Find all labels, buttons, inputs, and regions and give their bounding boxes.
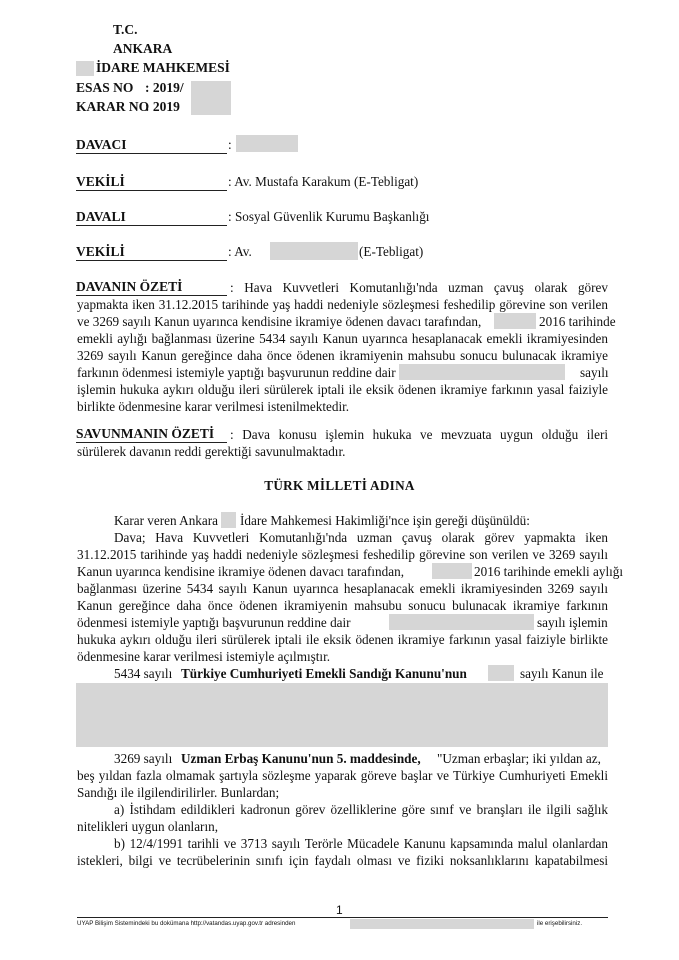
redaction-block [191, 81, 231, 115]
defense-line: sürülerek davanın reddi gerektiği savunulmaktadır. [77, 444, 346, 459]
label-underline [76, 153, 227, 154]
redaction-block [432, 563, 472, 579]
defense-label: SAVUNMANIN ÖZETİ [76, 426, 215, 441]
summary-line: 3269 sayılı Kanun gereğince daha önce ödenen ikramiyenin mahsubu sonucu bulunacak ikramiye [77, 348, 608, 363]
body-line: sayılı işlemin [537, 615, 608, 630]
redaction-block [236, 135, 298, 152]
header-tc: T.C. [113, 22, 138, 37]
label-underline [76, 225, 227, 226]
defense-line: : Dava konusu işlemin hukuka ve mevzuata uygun olduğu ileri [230, 427, 608, 442]
davali-label: DAVALI [76, 209, 126, 224]
label-underline [76, 190, 227, 191]
law-ref-b: Türkiye Cumhuriyeti Emekli Sandığı Kanunu'nun [181, 666, 467, 681]
summary-line: ve 3269 sayılı Kanun uyarınca kendisine ikramiye ödenen davacı tarafından, [77, 314, 482, 329]
footer-text-b: ile erişebilirsiniz. [537, 920, 583, 927]
summary-line: emekli aylığı bağlanması üzerine 5434 sayılı Kanun uyarınca hesaplanacak emekli ikramiyesinden [77, 331, 608, 346]
redaction-block [399, 364, 565, 380]
vekili-label: VEKİLİ [76, 174, 125, 189]
vekili-2-value-b: (E-Tebligat) [359, 244, 424, 259]
body-line: Dava; Hava Kuvvetleri Komutanlığı'nda uzman çavuş olarak görev yapmakta iken [114, 530, 608, 545]
davali-value: : Sosyal Güvenlik Kurumu Başkanlığı [228, 209, 430, 224]
page-number: 1 [336, 903, 343, 917]
body-line: 2016 tarihinde emekli aylığı [474, 564, 624, 579]
section-title: TÜRK MİLLETİ ADINA [264, 478, 415, 493]
body-line: Kanun uyarınca kendisine ikramiye ödenen davacı tarafından, [77, 564, 404, 579]
body-line: ödenmesi istemiyle yaptığı başvurunun reddine dair [77, 615, 351, 630]
redaction-block-large [76, 683, 608, 747]
item-a-line: a) İstihdam edildikleri kadronun görev özelliklerine göre sınıf ve branşları ile ilgili sağlık [114, 802, 608, 817]
summary-label: DAVANIN ÖZETİ [76, 279, 183, 294]
redaction-block [221, 512, 236, 528]
summary-line: sayılı [580, 365, 609, 380]
footer-text-a: UYAP Bilişim Sistemindeki bu dokümana http://vatandas.uyap.gov.tr adresinden [77, 920, 296, 927]
body-p1-b: İdare Mahkemesi Hakimliği'nce işin gereği düşünüldü: [240, 513, 530, 528]
label-underline [76, 442, 227, 443]
summary-line: farkının ödenmesi istemiyle yaptığı başvurunun reddine dair [77, 365, 396, 380]
esas-label: ESAS NO [76, 80, 134, 95]
erbas-line: beş yıldan fazla olmamak şartıyla sözleşme yaparak göreve başlar ve Türkiye Cumhuriyeti Emekli [77, 768, 608, 783]
redaction-block [76, 61, 94, 76]
summary-line: birlikte ödenmesine karar verilmesi istenilmektedir. [77, 399, 350, 414]
summary-line: işlemin hukuka aykırı olduğu ileri sürülerek iptali ile eksik ödenen ikramiye farkının yasal faiziyle [77, 382, 608, 397]
redaction-block [270, 242, 358, 260]
body-line: bağlanması üzerine 5434 sayılı Kanun uyarınca hesaplanacak emekli ikramiyesinden 3269 sayılı [77, 581, 608, 596]
body-line: Kanun gereğince daha önce ödenen ikramiyenin mahsubu sonucu bulunacak ikramiye farkının [77, 598, 608, 613]
law-ref-c: sayılı Kanun ile [520, 666, 604, 681]
erbas-ref-c: "Uzman erbaşlar; iki yıldan az, [437, 751, 601, 766]
body-p1-a: Karar veren Ankara [114, 513, 218, 528]
redaction-block [350, 919, 534, 929]
item-b-line: istekleri, bilgi ve tecrübelerinin sınıfı için faydalı olması ve fiziki noksanlıklarını kapatabilmesi [77, 853, 608, 868]
vekili-value: : Av. Mustafa Karakum (E-Tebligat) [228, 174, 419, 189]
item-a-line: nitelikleri uygun olanların, [77, 819, 218, 834]
footer-rule [77, 917, 608, 918]
summary-line: yapmakta iken 31.12.2015 tarihinde yaş haddi nedeniyle sözleşmesi feshedilip görevine son verilen [77, 297, 608, 312]
summary-line: : Hava Kuvvetleri Komutanlığı'nda uzman çavuş olarak görev [230, 280, 608, 295]
body-line: 31.12.2015 tarihinde yaş haddi nedeniyle sözleşmesi feshedilip görevine son verilen ve 3269 sayılı [77, 547, 608, 562]
erbas-ref-b: Uzman Erbaş Kanunu'nun 5. maddesinde, [181, 751, 421, 766]
vekili-2-value-a: : Av. [228, 244, 252, 259]
label-underline [76, 295, 227, 296]
davaci-label: DAVACI [76, 137, 127, 152]
karar-label: KARAR NO [76, 99, 150, 114]
erbas-line: Sandığı ile ilgilendirilirler. Bunlardan; [77, 785, 280, 800]
redaction-block [389, 614, 534, 630]
karar-value: : 2019 [145, 99, 180, 114]
vekili-label-2: VEKİLİ [76, 244, 125, 259]
redaction-block [494, 313, 536, 329]
label-underline [76, 260, 227, 261]
body-line: hukuka aykırı olduğu ileri sürülerek iptali ile eksik ödenen ikramiye farkının yasal faiziyle birlikte [77, 632, 608, 647]
davaci-value: : [228, 137, 232, 152]
header-city: ANKARA [113, 41, 173, 56]
law-ref-a: 5434 sayılı [114, 666, 173, 681]
esas-value: : 2019/ [145, 80, 184, 95]
item-b-line: b) 12/4/1991 tarihli ve 3713 sayılı Terörle Mücadele Kanunu kapsamında malul olanlardan [114, 836, 608, 851]
header-court: İDARE MAHKEMESİ [96, 60, 230, 75]
body-line: ödenmesine karar verilmesi istemiyle açılmıştır. [77, 649, 331, 664]
summary-line: 2016 tarihinde [539, 314, 616, 329]
erbas-ref-a: 3269 sayılı [114, 751, 173, 766]
redaction-block [488, 665, 514, 681]
